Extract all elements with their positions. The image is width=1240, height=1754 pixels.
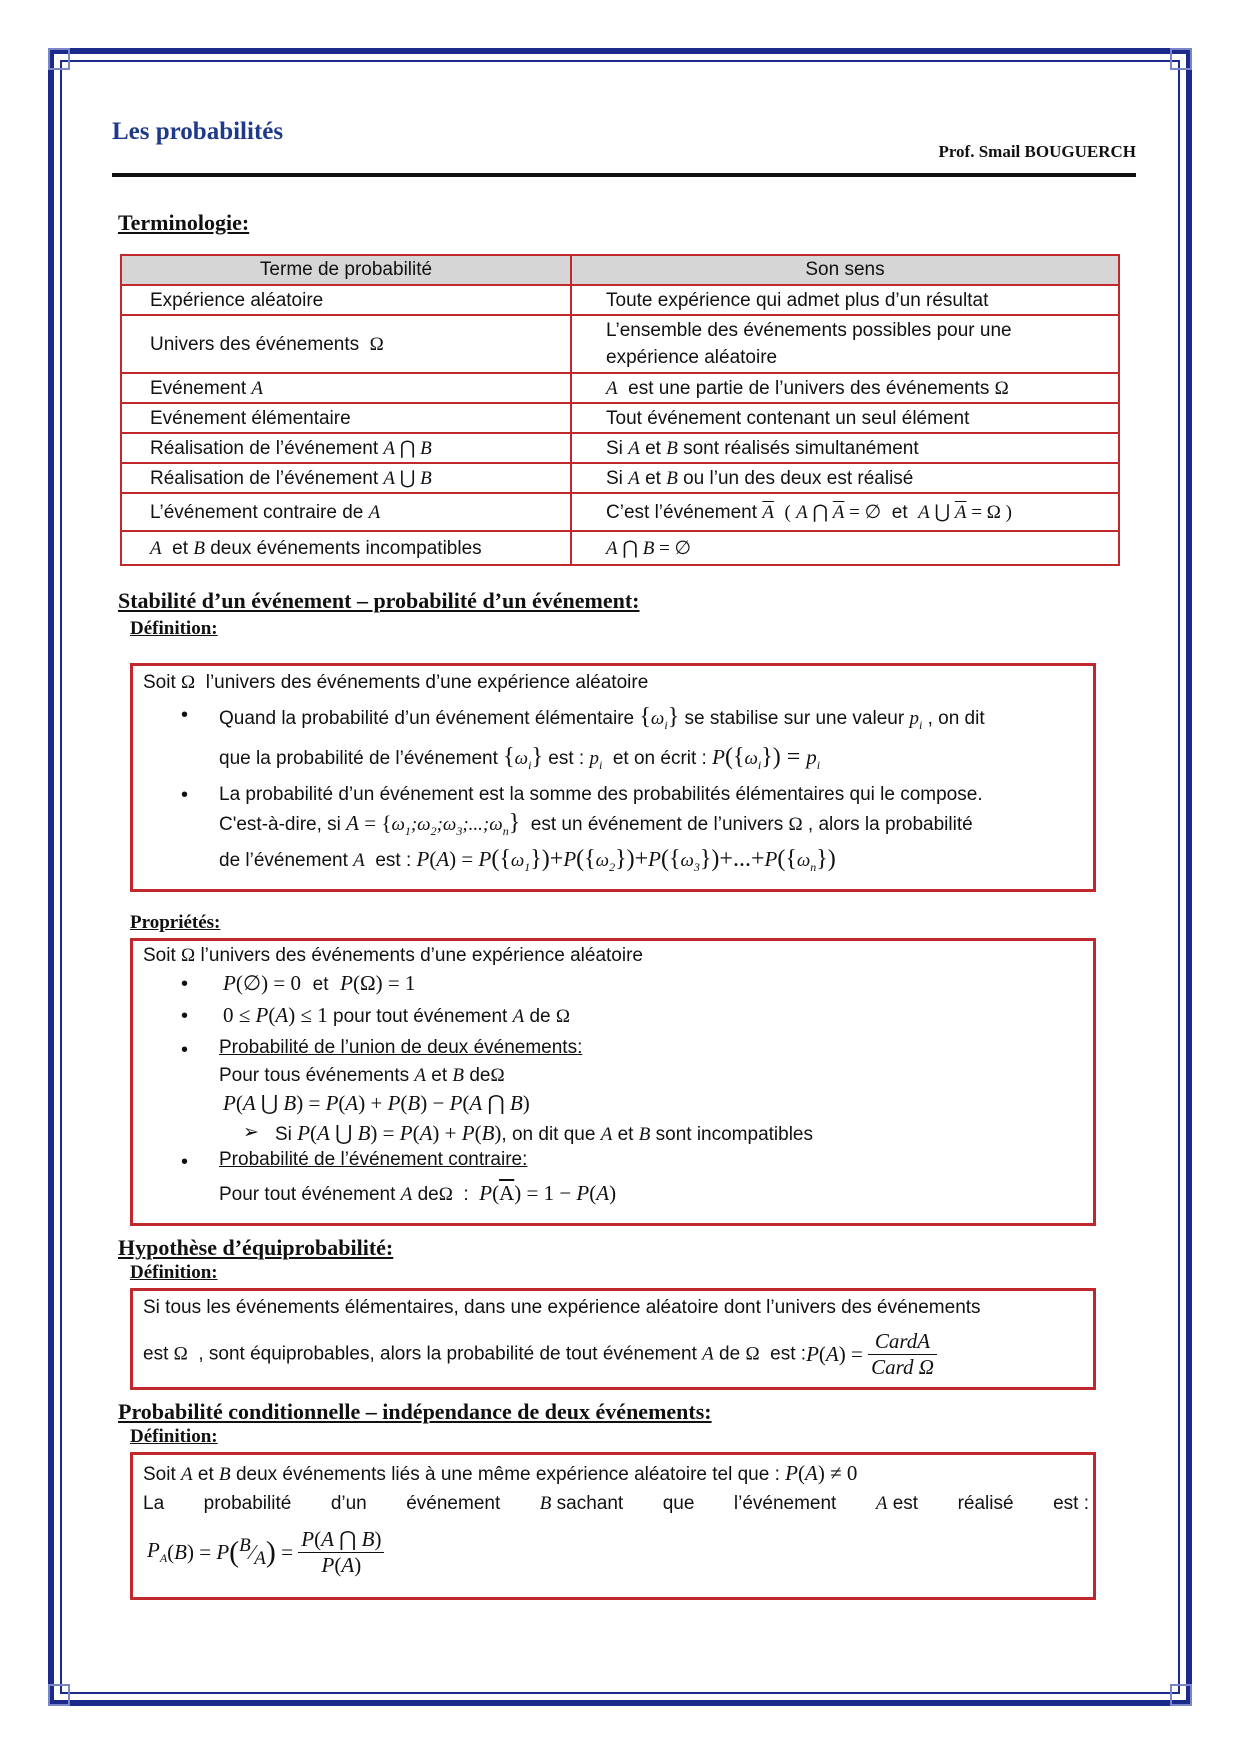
bullet-icon: • — [181, 973, 189, 995]
bullet-icon: • — [181, 784, 189, 806]
text-line: que la probabilité de l’événement $\{\omega_i\}$ est : $p_i$ et on écrit : $P(\{\omega_i\}) = p_i$ — [219, 744, 821, 773]
text-line: est Ω , sont équiprobables, alors la probabilité de tout événement A de Ω est :P(A) = $\frac{\text{CardA}}{\text{Card Ω}}$ — [143, 1329, 937, 1380]
section-heading-conditionnelle: Probabilité conditionnelle – indépendance de deux événements: — [118, 1399, 712, 1424]
text-line: Soit Ω l’univers des événements d’une expérience aléatoire — [143, 945, 643, 966]
definition-label: Définition: — [130, 1426, 218, 1447]
text-line: Probabilité de l’événement contraire: — [219, 1149, 528, 1170]
term-cell: Réalisation de l’événement A ⋂ B — [121, 433, 571, 463]
table-header-row — [121, 255, 1119, 285]
meaning-cell: Si A et B ou l’un des deux est réalisé — [571, 463, 1119, 493]
meaning-cell: L’ensemble des événements possibles pour une expérience aléatoire — [571, 315, 1119, 373]
definition-box-equiprobabilite — [130, 1288, 1096, 1390]
section-heading-terminologie: Terminologie: — [118, 210, 250, 235]
header-rule — [112, 173, 1136, 177]
text-line: Pour tous événements A et B deΩ — [219, 1065, 505, 1086]
table-row — [121, 373, 1119, 403]
terminology-table — [120, 254, 1120, 566]
column-header-meaning: Son sens — [571, 255, 1119, 285]
text-line: La probabilité d’un événement est la somme des probabilités élémentaires qui le compose. — [219, 784, 983, 805]
text-line: Quand la probabilité d’un événement élémentaire $\{\omega_i\}$ se stabilise sur une valeur $p_i$ , on dit — [219, 704, 985, 732]
table-row — [121, 285, 1119, 315]
text-line: Si tous les événements élémentaires, dans une expérience aléatoire dont l’univers des événements — [143, 1297, 981, 1318]
term-cell: Expérience aléatoire — [121, 285, 571, 315]
text-line: La probabilité d’un événement B sachant que l’événement A est réalisé est : — [143, 1493, 1089, 1514]
term-cell: L’événement contraire de A — [121, 493, 571, 531]
meaning-cell: Toute expérience qui admet plus d’un résultat — [571, 285, 1119, 315]
border-corner-ornament — [1170, 1684, 1192, 1706]
text-line: C'est-à-dire, si $A = \{\omega_1;\omega_2;\omega_3;...;\omega_n\}$ est un événement de l’univers Ω , alors la probabilité — [219, 810, 973, 838]
table-row — [121, 315, 1119, 373]
bullet-icon: • — [181, 1005, 189, 1027]
bullet-icon: • — [181, 1039, 189, 1061]
meaning-cell: A ⋂ B = ∅ — [571, 531, 1119, 565]
definition-box-conditionnelle — [130, 1452, 1096, 1600]
table-row — [121, 403, 1119, 433]
definition-label: Définition: — [130, 1262, 218, 1283]
arrow-bullet-icon: ➢ — [243, 1122, 259, 1143]
section-heading-stabilite: Stabilité d’un événement – probabilité d’un événement: — [118, 588, 640, 613]
proprietes-box — [130, 938, 1096, 1226]
text-line: Probabilité de l’union de deux événements: — [219, 1037, 583, 1058]
border-corner-ornament — [1170, 48, 1192, 70]
table-row — [121, 433, 1119, 463]
term-cell: Evénement élémentaire — [121, 403, 571, 433]
table-row — [121, 463, 1119, 493]
text-line: Si P(A ⋃ B) = P(A) + P(B), on dit que A et B sont incompatibles — [275, 1121, 813, 1145]
table-row — [121, 493, 1119, 531]
term-cell: A et B deux événements incompatibles — [121, 531, 571, 565]
formula: P(∅) = 0 et P(Ω) = 1 — [223, 971, 416, 995]
definition-label: Définition: — [130, 618, 218, 639]
bullet-icon: • — [181, 704, 189, 726]
fraction: $\frac{\text{CardA}}{\text{Card Ω}}$ — [868, 1329, 937, 1380]
table-row — [121, 531, 1119, 565]
section-heading-equiprobabilite: Hypothèse d’équiprobabilité: — [118, 1235, 394, 1260]
term-cell: Réalisation de l’événement A ⋃ B — [121, 463, 571, 493]
page-title: Les probabilités — [112, 118, 284, 145]
fraction: $\frac{P(A ⋂ B)}{P(A)}$ — [298, 1527, 384, 1578]
term-cell: Univers des événements Ω — [121, 315, 571, 373]
text-line: Soit Ω l’univers des événements d’une expérience aléatoire — [143, 672, 649, 693]
column-header-term: Terme de probabilité — [121, 255, 571, 285]
meaning-cell: Tout événement contenant un seul élément — [571, 403, 1119, 433]
text-line: Pour tout événement A deΩ : $P(\overline{A}) = 1 - P(A)$ — [219, 1181, 617, 1205]
term-cell: Evénement A — [121, 373, 571, 403]
definition-box-stabilite — [130, 663, 1096, 892]
text-line: 0 ≤ P(A) ≤ 1 pour tout événement A de Ω — [223, 1003, 571, 1027]
meaning-cell: C’est l’événement $\overline{A}$ ( A ⋂ $\overline{A}$ = ∅ et A ⋃ $\overline{A} = \Omega$ ) — [571, 493, 1119, 531]
meaning-cell: A est une partie de l’univers des événements Ω — [571, 373, 1119, 403]
text-line: Soit A et B deux événements liés à une même expérience aléatoire tel que : P(A) ≠ 0 — [143, 1461, 858, 1485]
formula: P(A ⋃ B) = P(A) + P(B) − P(A ⋂ B) — [223, 1091, 530, 1115]
formula-conditional-probability: $P_A(B)$ = $P(^B⁄_A)$ = $\frac{P(A ⋂ B)}{P(A)}$ — [147, 1527, 384, 1578]
text-line: de l’événement A est : $P(A) = P(\{\omega_1\})+P(\{\omega_2\})+P(\{\omega_3\})+...+P(\{\omega_n\})$ — [219, 846, 836, 874]
border-corner-ornament — [48, 48, 70, 70]
author-name: Prof. Smail BOUGUERCH — [938, 142, 1136, 161]
meaning-cell: Si A et B sont réalisés simultanément — [571, 433, 1119, 463]
border-corner-ornament — [48, 1684, 70, 1706]
proprietes-label: Propriétés: — [130, 912, 221, 933]
bullet-icon: • — [181, 1151, 189, 1173]
